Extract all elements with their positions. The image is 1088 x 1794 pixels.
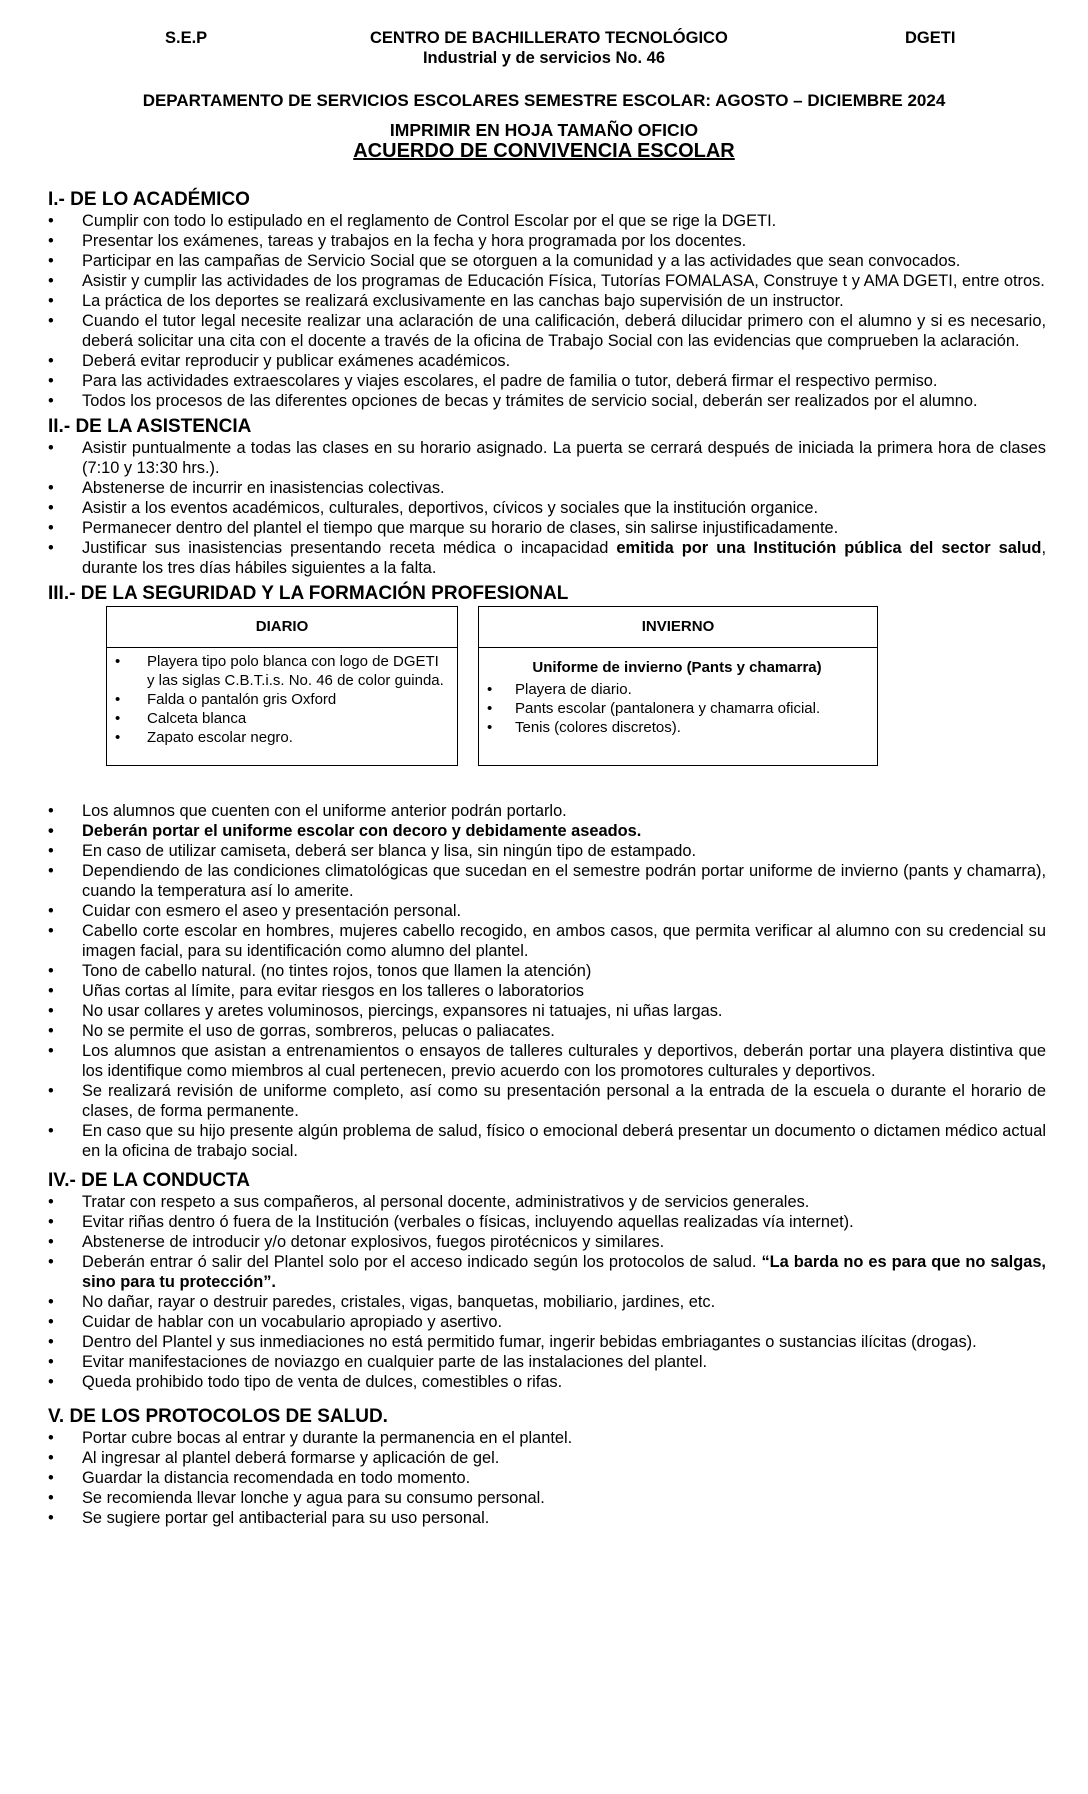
list-item: • Portar cubre bocas al entrar y durante la permanencia en el plantel. [48,1428,1046,1448]
list-item: • No usar collares y aretes voluminosos, piercings, expansores ni tatuajes, ni uñas largas. [48,1001,1046,1021]
list-item: • Tenis (colores discretos). [487,718,867,737]
list-item: • Presentar los exámenes, tareas y trabajos en la fecha y hora programada por los docentes. [48,231,1046,251]
list-item: • Se recomienda llevar lonche y agua para su consumo personal. [48,1488,1046,1508]
list-item: • Asistir y cumplir las actividades de los programas de Educación Física, Tutorías FOMALASA, Construye t y AMA DGETI, entre otros. [48,271,1046,291]
list-item: • Permanecer dentro del plantel el tiempo que marque su horario de clases, sin salirse injustificadamente. [48,518,1046,538]
list-item: • Asistir a los eventos académicos, culturales, deportivos, cívicos y sociales que la institución organice. [48,498,1046,518]
uniform-diario-list [115,652,447,747]
list-item: • Se realizará revisión de uniforme completo, así como su presentación personal a la entrada de la escuela o durante el horario de clases, de forma permanente. [48,1081,1046,1121]
uniform-diario-box [106,606,458,766]
justify-text-1: Justificar sus inasistencias presentando receta médica o incapacidad [82,539,617,557]
document-body [48,188,1046,1528]
access-text-bold: “La barda no es para que no salgas, sino para tu protección”. [82,1253,1046,1291]
list-item: • Al ingresar al plantel deberá formarse y aplicación de gel. [48,1448,1046,1468]
uniform-invierno-list [487,680,867,737]
list-seguridad [48,801,1046,1161]
institution-header [0,29,1088,49]
list-item: • Deberá evitar reproducir y publicar exámenes académicos. [48,351,1046,371]
list-item: • Los alumnos que asistan a entrenamientos o ensayos de talleres culturales y deportivos, deberán portar una playera distintiva que los identifique como miembros al cual pertenecen, previo acuerdo con los promotores culturales y deportivos. [48,1041,1046,1081]
section-title-academico: I.- DE LO ACADÉMICO [48,189,250,210]
list-item: • Se sugiere portar gel antibacterial para su uso personal. [48,1508,1046,1528]
justify-text-bold: emitida por una Institución pública del sector salud [616,539,1042,557]
print-note: IMPRIMIR EN HOJA TAMAÑO OFICIO [389,120,699,140]
list-item: • Uñas cortas al límite, para evitar riesgos en los talleres o laboratorios [48,981,1046,1001]
list-item: • En caso de utilizar camiseta, deberá ser blanca y lisa, sin ningún tipo de estampado. [48,841,1046,861]
uniform-invierno-header: INVIERNO [479,607,877,648]
list-item: • Dentro del Plantel y sus inmediaciones no está permitido fumar, ingerir bebidas embriagantes o sustancias ilícitas (drogas). [48,1332,1046,1352]
list-item-justify [48,538,1046,578]
list-salud [48,1428,1046,1528]
list-item: • Abstenerse de introducir y/o detonar explosivos, fuegos pirotécnicos y similares. [48,1232,1046,1252]
list-item: • Asistir puntualmente a todas las clases en su horario asignado. La puerta se cerrará después de iniciada la primera hora de clases (7:10 y 13:30 hrs.). [48,438,1046,478]
header-dgeti: DGETI [905,29,956,47]
section-title-asistencia: II.- DE LA ASISTENCIA [48,416,252,437]
list-item: • Playera tipo polo blanca con logo de DGETI y las siglas C.B.T.i.s. No. 46 de color guinda. [115,652,447,690]
department-line: DEPARTAMENTO DE SERVICIOS ESCOLARES SEMESTRE ESCOLAR: AGOSTO – DICIEMBRE 2024 [142,91,946,110]
list-item: • Para las actividades extraescolares y viajes escolares, el padre de familia o tutor, deberá firmar el respectivo permiso. [48,371,1046,391]
list-item: • Evitar manifestaciones de noviazgo en cualquier parte de las instalaciones del plantel. [48,1352,1046,1372]
list-item: • Playera de diario. [487,680,867,699]
uniform-invierno-subtitle: Uniforme de invierno (Pants y chamarra) [532,659,822,676]
list-item: • Tratar con respeto a sus compañeros, al personal docente, administrativos y de servicios generales. [48,1192,1046,1212]
list-conducta [48,1192,1046,1392]
list-item: • La práctica de los deportes se realizará exclusivamente en las canchas bajo supervisión de un instructor. [48,291,1046,311]
section-title-conducta: IV.- DE LA CONDUCTA [48,1170,250,1191]
header-subtitle: Industrial y de servicios No. 46 [422,49,666,67]
list-item: • Guardar la distancia recomendada en todo momento. [48,1468,1046,1488]
list-item: • Abstenerse de incurrir en inasistencias colectivas. [48,478,1046,498]
list-item: • Cumplir con todo lo estipulado en el reglamento de Control Escolar por el que se rige la DGETI. [48,211,1046,231]
list-item: • Queda prohibido todo tipo de venta de dulces, comestibles o rifas. [48,1372,1046,1392]
list-item: • No se permite el uso de gorras, sombreros, pelucas o paliacates. [48,1021,1046,1041]
list-item: • Cuando el tutor legal necesite realizar una aclaración de una calificación, deberá dilucidar primero con el alumno y si es necesario, deberá solicitar una cita con el docente a través de la oficina de Trabajo Social con las evidencias que comprueben la aclaración. [48,311,1046,351]
list-item: • Zapato escolar negro. [115,728,447,747]
list-item: • Evitar riñas dentro ó fuera de la Institución (verbales o físicas, incluyendo aquellas realizadas vía internet). [48,1212,1046,1232]
justify-text-2: , durante los tres días hábiles siguientes a la falta. [82,539,1046,577]
uniform-tables [48,606,1046,801]
section-title-salud: V. DE LOS PROTOCOLOS DE SALUD. [48,1406,388,1427]
list-item: • Todos los procesos de las diferentes opciones de becas y trámites de servicio social, deberán ser realizados por el alumno. [48,391,1046,411]
list-item: • Calceta blanca [115,709,447,728]
list-item: • Participar en las campañas de Servicio Social que se otorguen a la comunidad y a las actividades que sean convocados. [48,251,1046,271]
list-item: • Los alumnos que cuenten con el uniforme anterior podrán portarlo. [48,801,1046,821]
list-item: • Cuidar de hablar con un vocabulario apropiado y asertivo. [48,1312,1046,1332]
list-item: • En caso que su hijo presente algún problema de salud, físico o emocional deberá presentar un documento o dictamen médico actual en la oficina de trabajo social. [48,1121,1046,1161]
list-item-access [48,1252,1046,1292]
uniform-invierno-box [478,606,878,766]
list-item: • Dependiendo de las condiciones climatológicas que sucedan en el semestre podrán portar uniforme de invierno (pants y chamarra), cuando la temperatura así lo amerite. [48,861,1046,901]
uniform-diario-header: DIARIO [107,607,457,648]
list-item: • Deberán portar el uniforme escolar con decoro y debidamente aseados. [48,821,1046,841]
list-item: • No dañar, rayar o destruir paredes, cristales, vigas, banquetas, mobiliario, jardines, etc. [48,1292,1046,1312]
access-text: Deberán entrar ó salir del Plantel solo por el acceso indicado según los protocolos de salud. [82,1253,762,1271]
list-item: • Falda o pantalón gris Oxford [115,690,447,709]
section-title-seguridad: III.- DE LA SEGURIDAD Y LA FORMACIÓN PROFESIONAL [48,583,569,604]
document-title: ACUERDO DE CONVIVENCIA ESCOLAR [353,140,735,162]
list-item: • Pants escolar (pantalonera y chamarra oficial. [487,699,867,718]
list-academico [48,211,1046,411]
header-school: CENTRO DE BACHILLERATO TECNOLÓGICO [370,29,728,47]
list-item: • Cuidar con esmero el aseo y presentación personal. [48,901,1046,921]
list-asistencia [48,438,1046,578]
list-item: • Cabello corte escolar en hombres, mujeres cabello recogido, en ambos casos, que permita verificar al alumno con su credencial su imagen facial, para su identificación como alumno del plantel. [48,921,1046,961]
list-item: • Tono de cabello natural. (no tintes rojos, tonos que llamen la atención) [48,961,1046,981]
header-sep: S.E.P [165,29,208,47]
